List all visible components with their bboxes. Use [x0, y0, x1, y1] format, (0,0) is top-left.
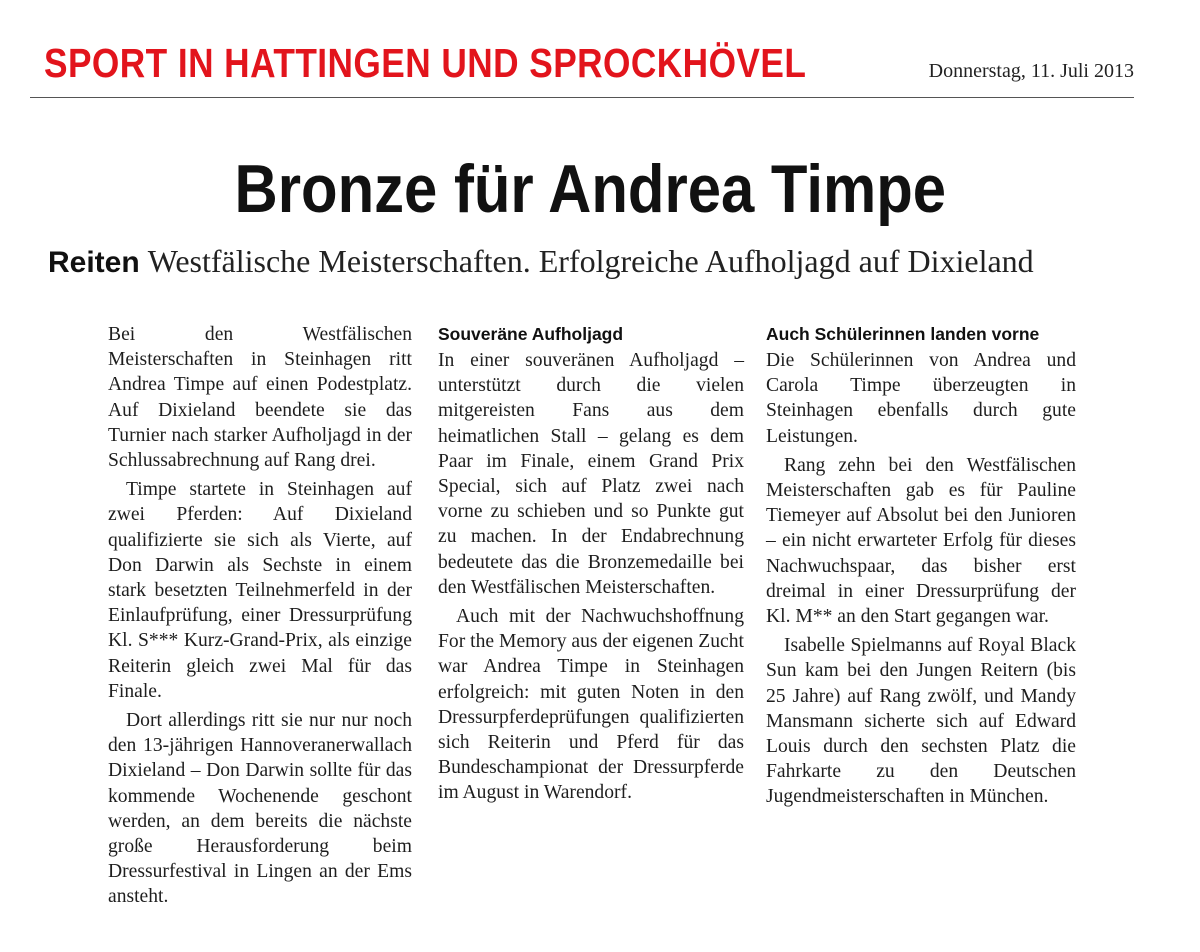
dek-kicker: Reiten	[48, 246, 140, 279]
column-subhead: Souveräne Aufholjagd	[438, 324, 624, 344]
paragraph: Rang zehn bei den Westfälischen Meisterschaften gab es für Pauline Tiemeyer auf Absolut bei den Junioren – ein nicht erwarteter Erfolg für dieses Nachwuchspaar, das bisher erst dreimal in einer Dressurprüfung der Kl. M** an den Start gegangen war.	[766, 454, 1076, 628]
page-header	[30, 38, 1134, 94]
paragraph: Isabelle Spielmanns auf Royal Black Sun kam bei den Jungen Reitern (bis 25 Jahre) auf Rang zwölf, und Mandy Mansmann sicherte sich auf Edward Louis durch den sechsten Platz die Fahrkarte zu den Deutschen Jugendmeisterschaften in München.	[766, 635, 1076, 808]
paragraph: In einer souveränen Aufholjagd – unterstützt durch die vielen mitgereisten Fans aus dem heimatlichen Stall – gelang es dem Paar im Finale, einem Grand Prix Special, sich auf Platz zwei nach vorne zu schieben und so Punkte gut zu machen. In der Endabrechnung bedeutete das die Bronzemedaille bei den Westfälischen Meisterschaften.	[438, 350, 744, 598]
paragraph: Die Schülerinnen von Andrea und Carola Timpe überzeugten in Steinhagen ebenfalls durch gute Leistungen.	[766, 350, 1076, 447]
article-headline	[0, 150, 1180, 228]
column-subhead: Auch Schülerinnen landen vorne	[766, 324, 1040, 344]
dek-text: Westfälische Meisterschaften. Erfolgreiche Aufholjagd auf Dixieland	[147, 243, 1034, 279]
header-rule	[30, 97, 1134, 98]
article-column-1	[108, 322, 412, 910]
issue-date: Donnerstag, 11. Juli 2013	[928, 60, 1134, 82]
section-title: SPORT IN HATTINGEN UND SPROCKHÖVEL	[44, 40, 807, 86]
article-column-2	[438, 322, 744, 806]
paragraph: Dort allerdings ritt sie nur nur noch den 13-jährigen Hannoveranerwallach Dixieland – Don Darwin sollte für das kommende Wochenende geschont werden, an dem bereits die nächste große Herausforderung beim Dressurfestival in Lingen an der Ems ansteht.	[108, 710, 412, 908]
headline-text: Bronze für Andrea Timpe	[234, 151, 946, 227]
paragraph: Auch mit der Nachwuchshoffnung For the Memory aus der eigenen Zucht war Andrea Timpe in Steinhagen erfolgreich: mit guten Noten in den Dressurpferdeprüfungen qualifizierten sich Reiterin und Pferd für das Bundeschampionat der Dressurpferde im August in Warendorf.	[438, 606, 744, 804]
paragraph: Timpe startete in Steinhagen auf zwei Pferden: Auf Dixieland qualifizierte sie sich als Vierte, auf Don Darwin als Sechste in einem stark besetzten Teilnehmerfeld in der Einlaufprüfung, einer Dressurprüfung Kl. S*** Kurz-Grand-Prix, als einzige Reiterin gleich zwei Mal für das Finale.	[108, 479, 412, 702]
paragraph: Bei den Westfälischen Meisterschaften in Steinhagen ritt Andrea Timpe auf einen Podestplatz. Auf Dixieland beendete sie das Turnier nach starker Aufholjagd in der Schlussabrechnung auf Rang drei.	[108, 324, 412, 472]
article-column-3	[766, 322, 1076, 810]
article-dek	[48, 243, 1034, 280]
